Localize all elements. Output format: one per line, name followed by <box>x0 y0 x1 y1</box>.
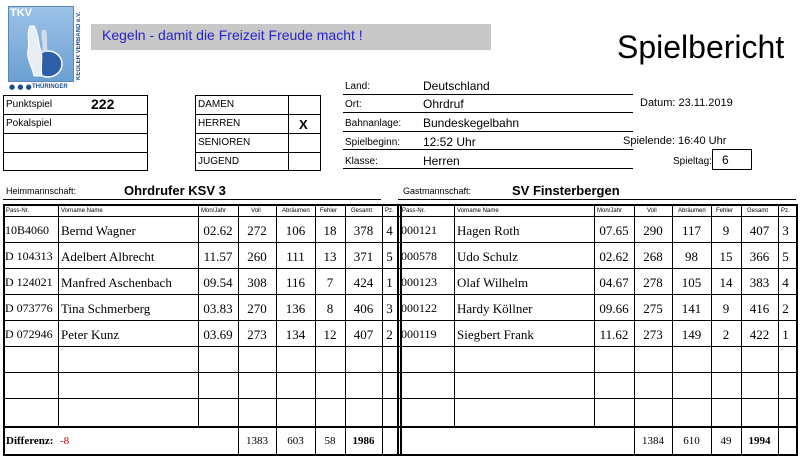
guest-player-name: Hardy Köllner <box>457 301 533 316</box>
guest-player-pass: 000121 <box>401 223 437 237</box>
category-jugend: JUGEND <box>198 156 240 167</box>
category-herren-mark: X <box>299 117 308 132</box>
home-player-gesamt: 406 <box>353 301 374 316</box>
col-header-pass: Pass-Nr. <box>402 208 426 214</box>
col-header-fehler: Fehler <box>320 208 338 214</box>
home-player-mj: 11.57 <box>203 249 233 264</box>
guest-player-voll: 290 <box>643 223 663 238</box>
home-team-label: Heimmannschaft: <box>6 186 77 196</box>
home-total-fehler: 58 <box>324 435 336 447</box>
col-header-name: Vorname Name <box>61 208 103 214</box>
home-player-fehler: 13 <box>323 249 337 264</box>
spieltag-value: 6 <box>722 153 729 167</box>
bahnanlage-label: Bahnanlage: <box>345 118 402 129</box>
guest-total-fehler: 49 <box>720 435 732 447</box>
logo-abbr: TKV <box>10 7 32 19</box>
home-player-gesamt: 424 <box>353 275 374 290</box>
col-header-gesamt: Gesamt <box>747 208 769 214</box>
guest-player-voll: 273 <box>643 327 663 342</box>
guest-player-pass: 000119 <box>401 327 437 341</box>
guest-player-mj: 04.67 <box>599 275 629 290</box>
home-player-pz: 4 <box>386 223 393 238</box>
home-player-pass: D 073776 <box>5 301 53 315</box>
home-player-name: Bernd Wagner <box>61 223 136 238</box>
guest-player-abr: 141 <box>681 301 702 316</box>
pokalspiel-label: Pokalspiel <box>6 118 52 129</box>
guest-player-mj: 07.65 <box>599 223 629 238</box>
land-value: Deutschland <box>423 79 490 93</box>
guest-total-gesamt: 1994 <box>748 435 771 447</box>
home-player-pass: D 124021 <box>5 275 53 289</box>
col-header-pz: Pz. <box>781 208 790 214</box>
home-player-pass: 10B4060 <box>5 223 50 237</box>
guest-player-fehler: 2 <box>722 327 730 342</box>
guest-player-fehler: 15 <box>719 249 733 264</box>
home-player-voll: 272 <box>247 223 267 238</box>
col-header-pass: Pass-Nr. <box>6 208 30 214</box>
guest-player-mj: 09.66 <box>599 301 629 316</box>
guest-player-name: Udo Schulz <box>457 249 519 264</box>
punktspiel-label: Punktspiel <box>6 99 53 110</box>
col-header-abraeumen: Abräumen <box>282 208 310 214</box>
home-player-name: Peter Kunz <box>61 327 120 342</box>
guest-player-gesamt: 422 <box>749 327 770 342</box>
home-player-gesamt: 371 <box>353 249 374 264</box>
home-total-gesamt: 1986 <box>352 435 375 447</box>
col-header-voll: Voll <box>251 208 261 214</box>
guest-player-gesamt: 407 <box>749 223 770 238</box>
guest-team-label: Gastmannschaft: <box>403 186 472 196</box>
home-player-voll: 308 <box>247 275 267 290</box>
home-player-voll: 260 <box>247 249 267 264</box>
differenz-label: Differenz: <box>6 435 54 447</box>
guest-player-gesamt: 366 <box>749 249 770 264</box>
guest-player-abr: 117 <box>681 223 702 238</box>
guest-total-voll: 1384 <box>642 435 664 447</box>
spieltag-label: Spieltag: <box>673 156 712 167</box>
guest-player-name: Hagen Roth <box>457 223 520 238</box>
col-header-gesamt: Gesamt <box>351 208 373 214</box>
category-herren: HERREN <box>198 118 241 129</box>
col-header-name: Vorname Name <box>457 208 499 214</box>
home-player-fehler: 7 <box>326 275 334 290</box>
guest-player-fehler: 14 <box>719 275 733 290</box>
guest-player-voll: 278 <box>643 275 663 290</box>
guest-player-pass: 000578 <box>401 249 437 263</box>
guest-player-gesamt: 383 <box>749 275 770 290</box>
col-header-pz: Pz. <box>385 208 394 214</box>
slogan: Kegeln - damit die Freizeit Freude macht ! <box>102 27 363 43</box>
home-total-voll: 1383 <box>246 435 268 447</box>
category-senioren: SENIOREN <box>198 137 251 148</box>
home-player-pz: 5 <box>386 249 393 264</box>
home-player-pz: 3 <box>386 301 393 316</box>
guest-player-pz: 4 <box>782 275 789 290</box>
klasse-label: Klasse: <box>345 156 378 167</box>
punktspiel-value: 222 <box>91 96 115 112</box>
home-player-mj: 02.62 <box>203 223 233 238</box>
home-player-voll: 270 <box>247 301 267 316</box>
guest-player-voll: 275 <box>643 301 663 316</box>
home-player-pz: 2 <box>386 327 393 342</box>
home-player-abr: 134 <box>285 327 306 342</box>
guest-player-voll: 268 <box>643 249 663 264</box>
guest-player-pz: 5 <box>782 249 789 264</box>
home-player-mj: 03.69 <box>203 327 233 342</box>
guest-player-mj: 02.62 <box>599 249 629 264</box>
guest-player-gesamt: 416 <box>749 301 770 316</box>
col-header-voll: Voll <box>647 208 657 214</box>
guest-player-abr: 98 <box>685 249 698 264</box>
home-player-mj: 09.54 <box>203 275 233 290</box>
klasse-value: Herren <box>423 154 460 168</box>
spielende: Spielende: 16:40 Uhr <box>623 135 727 147</box>
col-header-abraeumen: Abräumen <box>678 208 706 214</box>
guest-player-name: Olaf Wilhelm <box>457 275 529 290</box>
home-player-name: Adelbert Albrecht <box>61 249 155 264</box>
home-player-gesamt: 407 <box>353 327 374 342</box>
guest-player-abr: 105 <box>681 275 702 290</box>
spielbeginn-value: 12:52 Uhr <box>423 135 476 149</box>
home-player-abr: 116 <box>285 275 306 290</box>
guest-total-abraeumen: 610 <box>683 435 700 447</box>
home-player-mj: 03.83 <box>203 301 233 316</box>
guest-player-pass: 000123 <box>401 275 437 289</box>
guest-player-name: Siegbert Frank <box>457 327 534 342</box>
home-player-voll: 273 <box>247 327 267 342</box>
col-header-monjahr: Mon/Jahr <box>597 208 623 214</box>
guest-player-fehler: 9 <box>722 223 730 238</box>
col-header-fehler: Fehler <box>716 208 734 214</box>
logo-sub-text: THÜRINGER <box>32 84 68 90</box>
land-label: Land: <box>345 81 371 92</box>
logo-dots: ● ● ● <box>9 83 32 91</box>
guest-player-pz: 2 <box>782 301 789 316</box>
spielbeginn-label: Spielbeginn: <box>345 137 401 148</box>
home-player-pz: 1 <box>386 275 393 290</box>
home-player-fehler: 8 <box>326 301 334 316</box>
home-player-abr: 106 <box>285 223 306 238</box>
guest-player-fehler: 9 <box>722 301 730 316</box>
ort-value: Ohrdruf <box>423 97 464 111</box>
differenz-value: -8 <box>60 435 70 447</box>
home-player-pass: D 104313 <box>5 249 53 263</box>
home-player-gesamt: 378 <box>353 223 374 238</box>
home-player-fehler: 12 <box>323 327 337 342</box>
bahnanlage-value: Bundeskegelbahn <box>423 116 520 130</box>
page-title: Spielbericht <box>617 29 785 65</box>
home-player-name: Tina Schmerberg <box>61 301 151 316</box>
col-header-monjahr: Mon/Jahr <box>201 208 227 214</box>
home-player-fehler: 18 <box>323 223 337 238</box>
home-player-abr: 136 <box>285 301 306 316</box>
home-player-abr: 111 <box>286 249 305 264</box>
category-damen: DAMEN <box>198 99 235 110</box>
datum: Datum: 23.11.2019 <box>640 97 733 109</box>
home-total-abraeumen: 603 <box>287 435 304 447</box>
guest-player-pass: 000122 <box>401 301 437 315</box>
logo-side-text: KEGLER VERBAND e.V. <box>76 11 82 80</box>
home-player-name: Manfred Aschenbach <box>61 275 172 290</box>
guest-player-mj: 11.62 <box>599 327 629 342</box>
guest-team-name: SV Finsterbergen <box>512 183 620 198</box>
guest-player-abr: 149 <box>681 327 702 342</box>
home-team-name: Ohrdrufer KSV 3 <box>124 183 226 198</box>
guest-player-pz: 1 <box>782 327 789 342</box>
ort-label: Ort: <box>345 99 362 110</box>
home-player-pass: D 072946 <box>5 327 53 341</box>
guest-player-pz: 3 <box>782 223 789 238</box>
